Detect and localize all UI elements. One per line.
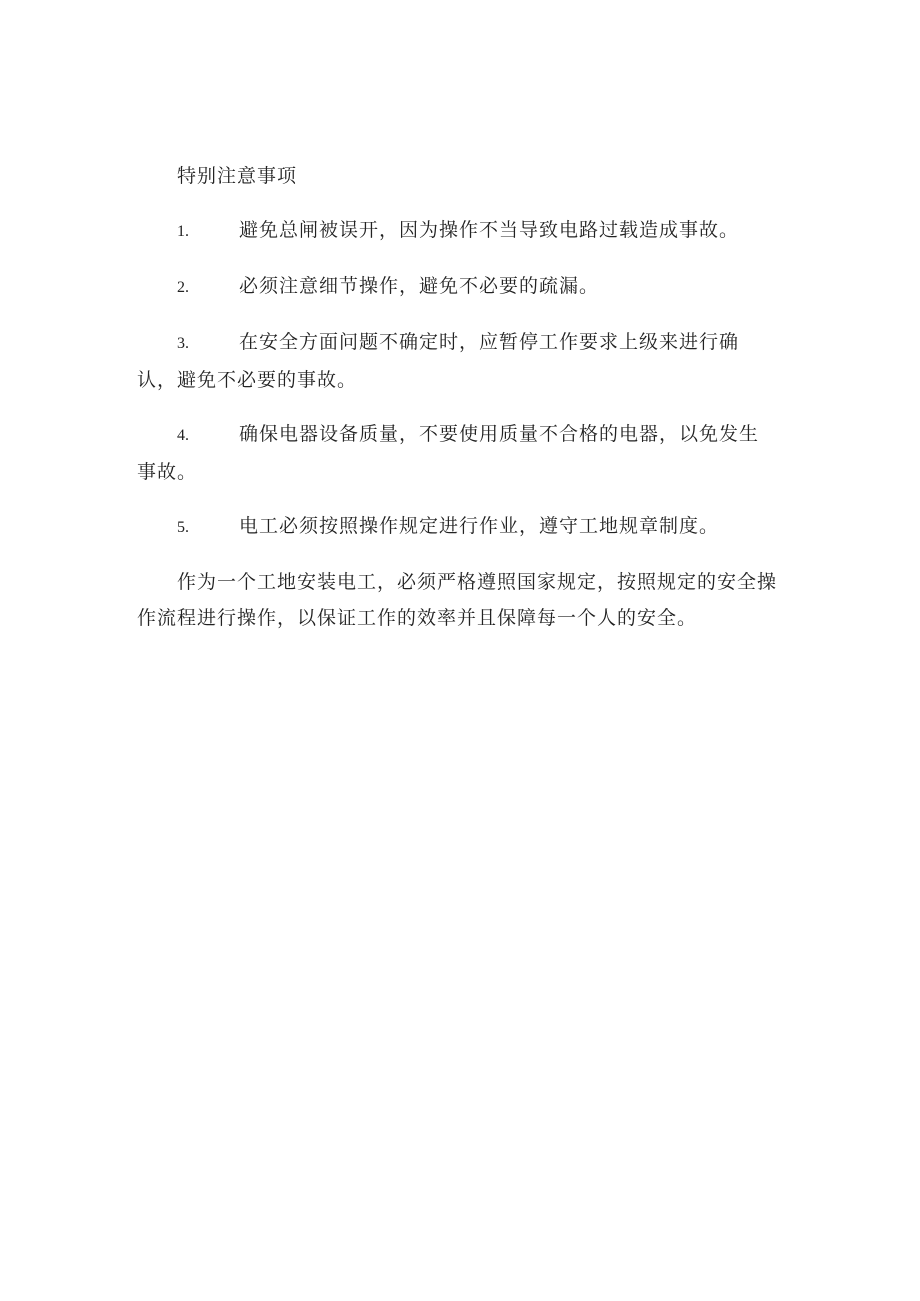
section-heading: 特别注意事项 — [177, 165, 298, 187]
list-number: 3. — [177, 335, 189, 352]
list-item-3 — [137, 324, 777, 398]
list-text: 确保电器设备质量，不要使用质量不合格的电器，以免发生事故。 — [137, 423, 760, 483]
closing-paragraph: 作为一个工地安装电工，必须严格遵照国家规定，按照规定的安全操作流程进行操作，以保证工作的效率并且保障每一个人的安全。 — [137, 571, 778, 629]
list-number: 5. — [177, 519, 189, 536]
list-number: 2. — [177, 279, 189, 296]
list-item-5 — [137, 508, 777, 546]
list-number: 4. — [177, 427, 189, 444]
list-text: 电工必须按照操作规定进行作业，遵守工地规章制度。 — [239, 515, 720, 537]
list-item-1 — [137, 212, 777, 250]
list-item-4 — [137, 416, 777, 490]
list-item-2 — [137, 268, 777, 306]
list-text: 必须注意细节操作，避免不必要的疏漏。 — [239, 275, 600, 297]
list-number: 1. — [177, 223, 189, 240]
document-body — [137, 158, 777, 636]
list-text: 在安全方面问题不确定时，应暂停工作要求上级来进行确认，避免不必要的事故。 — [137, 331, 740, 391]
list-text: 避免总闸被误开，因为操作不当导致电路过载造成事故。 — [239, 219, 740, 241]
